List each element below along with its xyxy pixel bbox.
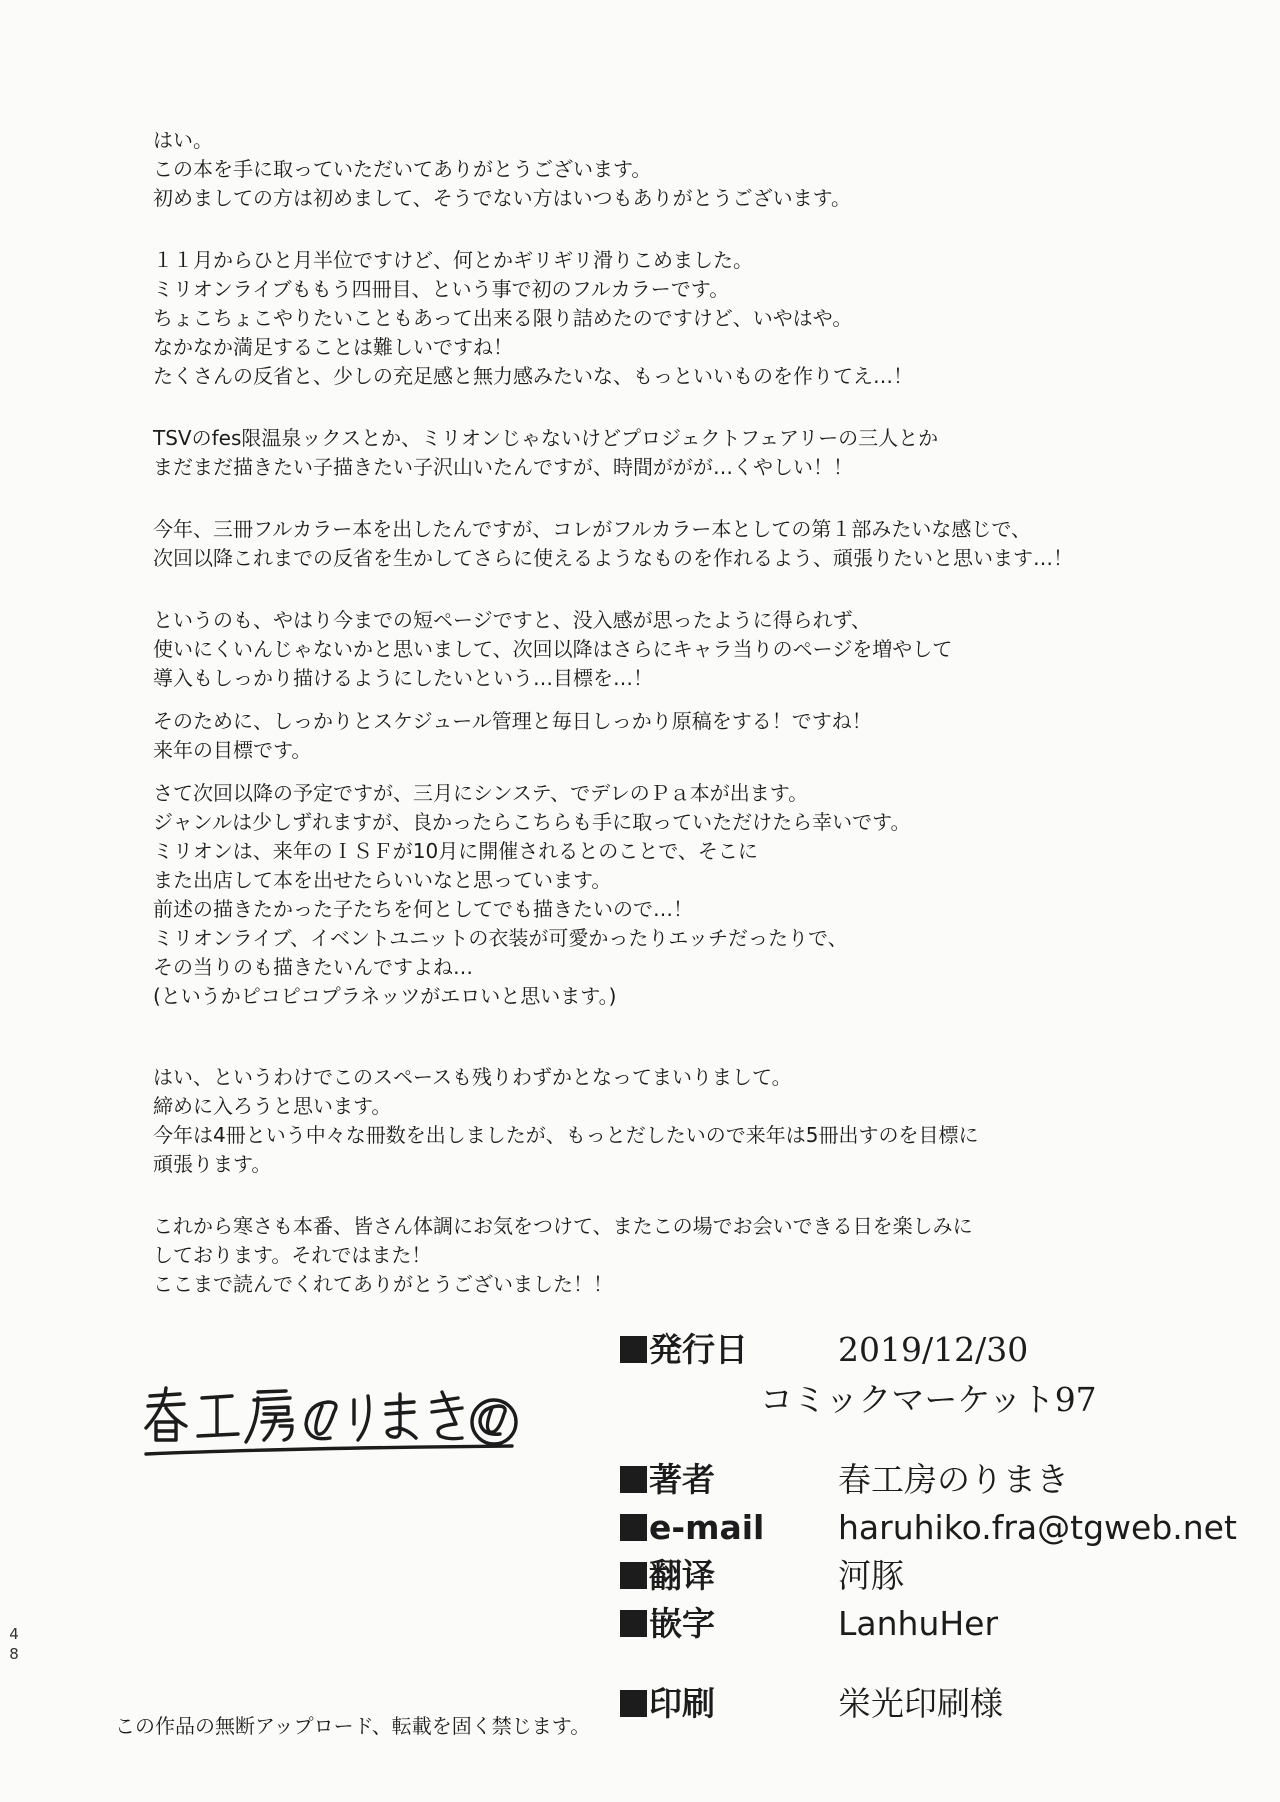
text-line: さて次回以降の予定ですが、三月にシンステ、でデレのＰａ本が出ます。 — [153, 781, 809, 805]
text-line: なかなか満足することは難しいですね！ — [153, 335, 513, 359]
text-line: この本を手に取っていただいてありがとうございます。 — [153, 157, 652, 181]
square-bullet-icon — [620, 1610, 647, 1637]
text-line: はい、というわけでこのスペースも残りわずかとなってまいりまして。 — [153, 1065, 792, 1089]
text-line: 頑張ります。 — [153, 1152, 272, 1176]
text-line: というのも、やはり今までの短ページですと、没入感が思ったように得られず、 — [153, 608, 871, 632]
text-line: 導入もしっかり描けるようにしたいという…目標を…！ — [153, 666, 653, 690]
paragraph-plans — [153, 779, 1153, 1011]
text-line: これから寒さも本番、皆さん体調にお気をつけて、またこの場でお会いできる日を楽しみに — [153, 1214, 973, 1238]
text-line: 使いにくいんじゃないかと思いまして、次回以降はさらにキャラ当りのページを増やして — [153, 637, 953, 661]
text-line: ミリオンライブももう四冊目、という事で初のフルカラーです。 — [153, 277, 730, 301]
square-bullet-icon — [620, 1336, 647, 1363]
embed-label: 嵌字 — [649, 1604, 715, 1643]
text-line: 初めましての方は初めまして、そうでない方はいつもありがとうございます。 — [153, 186, 851, 210]
text-line: 次回以降これまでの反省を生かしてさらに使えるようなものを作れるよう、頑張りたいと思います…！ — [153, 546, 1073, 570]
paragraph-greeting — [153, 126, 1153, 213]
text-line: ミリオンライブ、イベントユニットの衣装が可愛かったりエッチだったりで、 — [153, 926, 848, 950]
paragraph-farewell — [153, 1212, 1153, 1299]
paragraph-fullcolor — [153, 246, 1153, 391]
date-value: 2019/12/30 — [838, 1330, 1029, 1369]
text-line: 前述の描きたかった子たちを何としてでも描きたいので…！ — [153, 897, 693, 921]
translate-label: 翻译 — [649, 1556, 715, 1595]
text-line: 今年は4冊という中々な冊数を出しましたが、もっとだしたいので来年は5冊出すのを目標に — [153, 1123, 979, 1147]
text-line: その当りのも描きたいんですよね… — [153, 955, 473, 979]
text-line: ジャンルは少しずれますが、良かったらこちらも手に取っていただけたら幸いです。 — [153, 810, 911, 834]
email-value: haruhiko.fra@tgweb.net — [838, 1508, 1237, 1547]
text-line: ちょこちょこやりたいこともあって出来る限り詰めたのですけど、いやはや。 — [153, 306, 853, 330]
print-value: 栄光印刷様 — [838, 1684, 1003, 1723]
paragraph-wishlist — [153, 424, 1153, 482]
print-label: 印刷 — [649, 1684, 715, 1723]
text-line: しております。それではまた！ — [153, 1243, 432, 1267]
author-value: 春工房のりまき — [838, 1460, 1069, 1499]
text-line: 来年の目標です。 — [153, 738, 312, 762]
text-line: (というかピコピコプラネッツがエロいと思います。) — [153, 984, 617, 1008]
author-label: 著者 — [649, 1460, 715, 1499]
text-line: また出店して本を出せたらいいなと思っています。 — [153, 868, 612, 892]
afterword-text — [153, 126, 1153, 1332]
text-line: そのために、しっかりとスケジュール管理と毎日しっかり原稿をする！ですね！ — [153, 709, 872, 733]
page-number-digit: 8 — [9, 1645, 19, 1663]
square-bullet-icon — [620, 1466, 647, 1493]
email-label: e-mail — [649, 1508, 765, 1547]
text-line: まだまだ描きたい子描きたい子沢山いたんですが、時間ががが…くやしい！！ — [153, 455, 853, 479]
text-line: ミリオンは、来年のＩＳＦが10月に開催されるとのことで、そこに — [153, 839, 758, 863]
paragraph-this-year — [153, 515, 1153, 573]
text-line: TSVのfes限温泉ックスとか、ミリオンじゃないけどプロジェクトフェアリーの三人とか — [153, 426, 939, 450]
date-label: 発行日 — [649, 1330, 748, 1369]
text-line: 締めに入ろうと思います。 — [153, 1094, 392, 1118]
text-line: はい。 — [153, 128, 213, 152]
copyright-notice: この作品の無断アップロード、転載を固く禁じます。 — [115, 1714, 591, 1738]
text-line: 今年、三冊フルカラー本を出したんですが、コレがフルカラー本としての第１部みたいな感じで、 — [153, 517, 1031, 541]
paragraph-closing — [153, 1063, 1153, 1179]
event-name: コミックマーケット97 — [760, 1380, 1097, 1419]
page-number-digit: 4 — [9, 1625, 19, 1643]
square-bullet-icon — [620, 1514, 647, 1541]
embed-value: LanhuHer — [838, 1604, 999, 1643]
translate-value: 河豚 — [838, 1556, 904, 1595]
square-bullet-icon — [620, 1690, 647, 1717]
text-line: たくさんの反省と、少しの充足感と無力感みたいな、もっといいものを作りてえ…！ — [153, 364, 913, 388]
handwritten-signature-logo — [140, 1382, 520, 1468]
paragraph-goal — [153, 606, 1153, 693]
text-line: ここまで読んでくれてありがとうございました！！ — [153, 1272, 613, 1296]
square-bullet-icon — [620, 1562, 647, 1589]
paragraph-schedule — [153, 707, 1153, 765]
page-number — [6, 1624, 22, 1664]
text-line: １１月からひと月半位ですけど、何とかギリギリ滑りこめました。 — [153, 248, 753, 272]
